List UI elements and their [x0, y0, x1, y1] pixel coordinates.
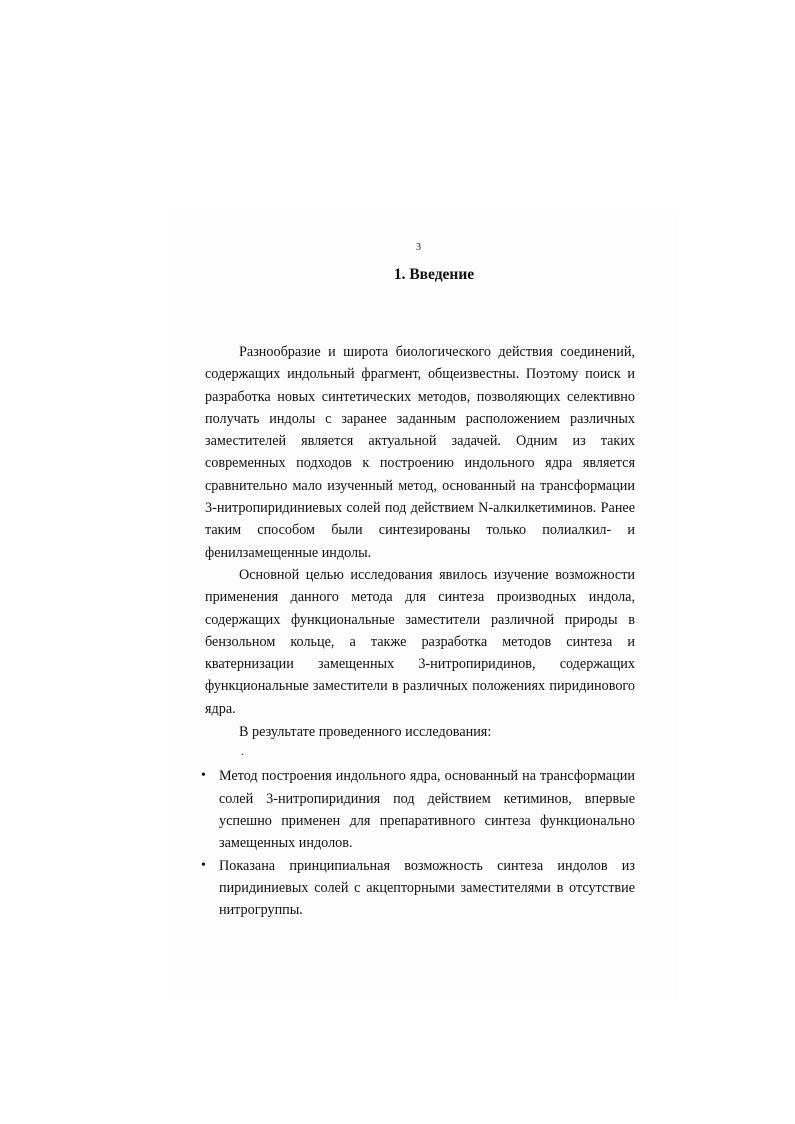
list-item — [201, 855, 635, 922]
list-item-text: Метод построения индольного ядра, основанный на трансформации солей 3-нитропиридиния под действием кетиминов, впервые успешно применен для препаративного синтеза функционально замещенных индолов. — [219, 768, 635, 852]
list-item-text: Показана принципиальная возможность синтеза индолов из пиридиниевых солей с акцепторными заместителями в отсутствие нитрогруппы. — [219, 857, 635, 919]
paragraph-intro: Разнообразие и широта биологического действия соединений, содержащих индольный фрагмент, общеизвестны. Поэтому поиск и разработка новых синтетических методов, позволяющих селективно получать индолы с заранее заданным расположением различных заместителей является актуальной задачей. Одним из таких современных подходов к построению индольного ядра является сравнительно мало изученный метод, основанный на трансформации 3-нитропиридиниевых солей под действием N-алкилкетиминов. Ранее таким способом были синтезированы только полиалкил- и фенилзамещенные индолы. — [205, 344, 635, 561]
paragraph-results-intro: В результате проведенного исследования: — [239, 724, 492, 741]
paragraph-goal: Основной целью исследования явилось изучение возможности применения данного метода для синтеза производных индола, содержащих функциональные заместители различной природы в бензольном кольце, а также разработка методов синтеза и кватернизации замещенных 3-нитропиридинов, содержащих функциональные заместители в различных положениях пиридинового ядра. — [205, 566, 635, 717]
document-body — [201, 238, 635, 921]
bullet-icon: • — [201, 768, 206, 784]
results-list — [201, 765, 635, 921]
list-item — [201, 765, 635, 854]
stray-mark: . — [241, 744, 244, 759]
page-number: 3 — [416, 242, 421, 253]
page-title: 1. Введение — [393, 266, 475, 283]
bullet-icon: • — [201, 857, 206, 873]
